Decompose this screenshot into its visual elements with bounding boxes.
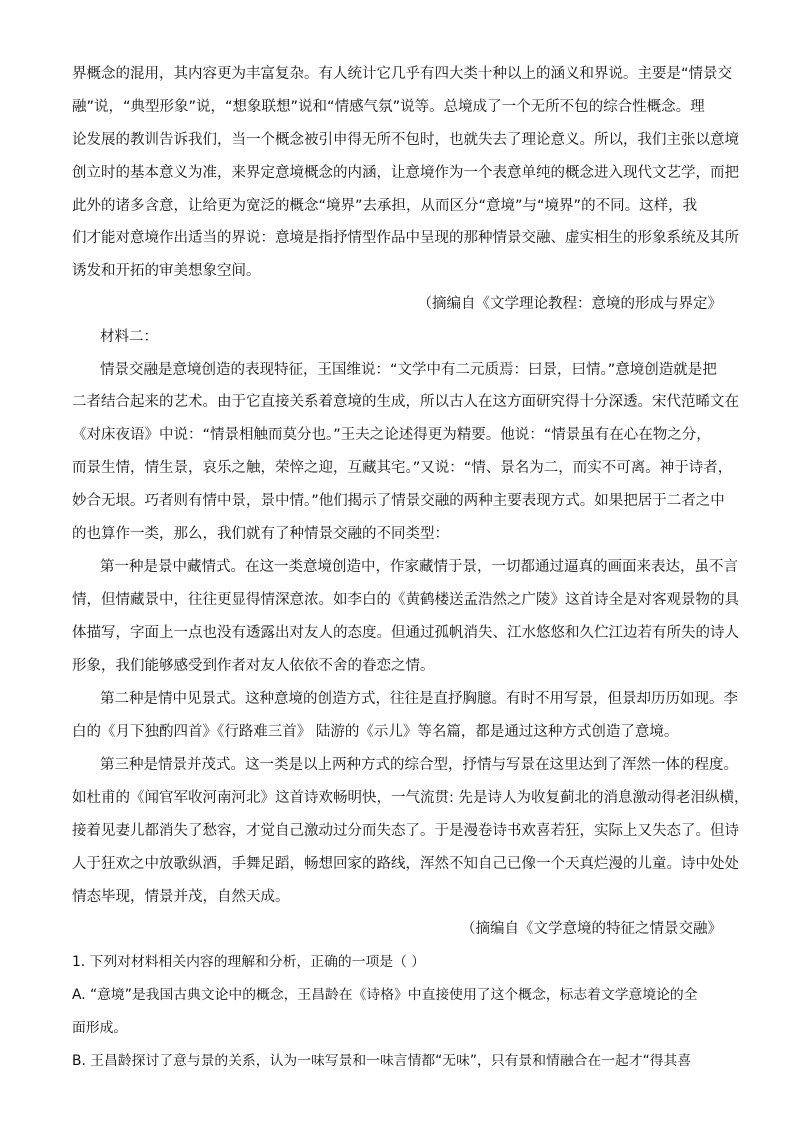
paragraph-line: 白的《月下独酌四首》《行路难三首》 陆游的《示儿》等名篇，都是通过这种方式创造了意境。 xyxy=(72,724,679,740)
paragraph-line: 界概念的混用，其内容更为丰富复杂。有人统计它几乎有四大类十种以上的涵义和界说。主要是“情景交 xyxy=(72,66,733,82)
paragraph-line: 如杜甫的《闻官军收河南河北》这首诗欢畅明快，一气流贯: 先是诗人为收复蓟北的消息激动得老泪纵横， xyxy=(72,790,749,806)
paragraph-line: 此外的诸多含意，让给更为宽泛的概念“境界”去承担，从而区分“意境”与“境界”的不同。这样，我 xyxy=(72,198,698,214)
paragraph-line: 二者结合起来的艺术。由于它直接关系着意境的生成，所以古人在这方面研究得十分深透。宋代范晞文在 xyxy=(72,394,739,410)
paragraph-line: 的也算作一类，那么，我们就有了种情景交融的不同类型： xyxy=(72,526,449,542)
paragraph-line: 创立时的基本意义为准，来界定意境概念的内涵，让意境作为一个表意单纯的概念进入现代文艺学，而把 xyxy=(72,165,739,181)
paragraph-line: 第二种是情中见景式。这种意境的创造方式，往往是直抒胸臆。有时不用写景，但景却历历如现。李 xyxy=(100,691,738,707)
paragraph-line: 《对床夜语》中说：“情景相触而莫分也。”王夫之论述得更为精要。他说：“情景虽有在心在物之分， xyxy=(72,427,711,443)
paragraph-line: 人于狂欢之中放歌纵酒，手舞足蹈，畅想回家的路线，浑然不知自己已像一个天真烂漫的儿童。诗中处处 xyxy=(72,856,739,872)
paragraph-line: 妙合无垠。巧者则有情中景，景中情。”他们揭示了情景交融的两种主要表现方式。如果把居于二者之中 xyxy=(72,493,725,509)
paragraph-line: 论发展的教训告诉我们，当一个概念被引申得无所不包时，也就失去了理论意义。所以，我们主张以意境 xyxy=(72,132,739,148)
answer-option-a-continued: 面形成。 xyxy=(72,1020,128,1036)
paragraph-line: 情，但情藏景中，往往更显得情深意浓。如李白的《黄鹤楼送孟浩然之广陵》这首诗全是对客观景物的具 xyxy=(72,592,739,608)
paragraph-line: 融”说，“典型形象”说，“想象联想”说和“情感气氛”说等。总境成了一个无所不包的综合性概念。理 xyxy=(72,99,705,115)
paragraph-line: 接着见妻儿都消失了愁容，才觉自己激动过分而失态了。于是漫卷诗书欢喜若狂，实际上又失态了。但诗 xyxy=(72,823,739,839)
paragraph-line: 们才能对意境作出适当的界说：意境是指抒情型作品中呈现的那种情景交融、虚实相生的形象系统及其所 xyxy=(72,230,739,246)
source-citation: （摘编自《文学意境的特征之情景交融》 xyxy=(461,921,722,937)
paragraph-line: 情景交融是意境创造的表现特征，王国维说：“文学中有二元质焉：曰景，曰情。”意境创造就是把 xyxy=(100,362,717,378)
paragraph-line: 诱发和开拓的审美想象空间。 xyxy=(72,263,261,279)
answer-option-b: B. 王昌龄探讨了意与景的关系，认为一味写景和一味言情都“无味”，只有景和情融合在一起才“得其喜 xyxy=(72,1053,692,1069)
question-stem: 1. 下列对材料相关内容的理解和分析，正确的一项是（ ） xyxy=(72,954,426,970)
paragraph-line: 体描写，字面上一点也没有透露出对友人的态度。但通过孤帆消失、江水悠悠和久伫江边若有所失的诗人 xyxy=(72,625,739,641)
paragraph-line: 而景生情，情生景，哀乐之触，荣悴之迎，互藏其宅。”又说：“情、景名为二，而实不可离。神于诗者， xyxy=(72,460,733,476)
paragraph-line: 第一种是景中藏情式。在这一类意境创造中，作家藏情于景，一切都通过逼真的画面来表达，虽不言 xyxy=(100,559,738,575)
paragraph-line: 情态毕现，情景并茂，自然天成。 xyxy=(72,889,290,905)
paragraph-line: 第三种是情景并茂式。这一类是以上两种方式的综合型，抒情与写景在这里达到了浑然一体的程度。 xyxy=(100,757,738,773)
answer-option-a: A. “意境”是我国古典文论中的概念，王昌龄在《诗格》中直接使用了这个概念，标志着文学意境论的全 xyxy=(72,987,698,1003)
section-heading: 材料二： xyxy=(100,329,158,345)
paragraph-line: 形象，我们能够感受到作者对友人依依不舍的眷恋之情。 xyxy=(72,658,435,674)
source-citation: （摘编自《文学理论教程：意境的形成与界定》 xyxy=(417,296,722,312)
